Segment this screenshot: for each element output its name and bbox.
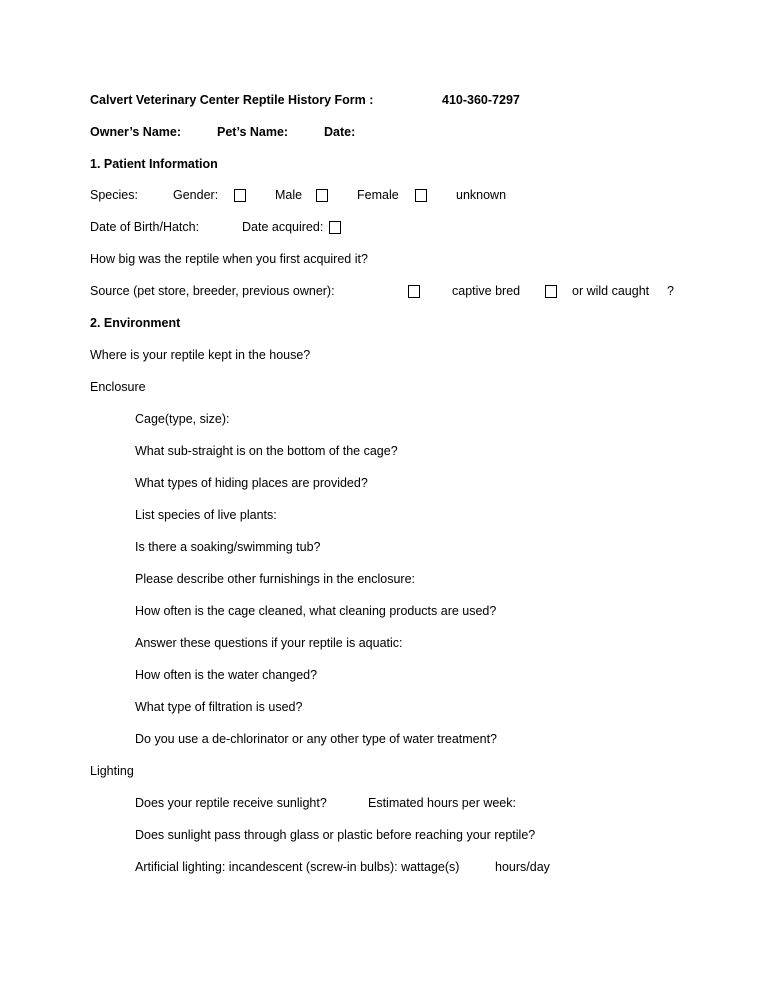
enclosure-question: Do you use a de-chlorinator or any other type of water treatment?: [135, 732, 497, 746]
date-label: Date:: [324, 125, 356, 139]
gender-unknown-label: unknown: [456, 188, 507, 202]
size-question: How big was the reptile when you first acquired it?: [90, 252, 368, 266]
enclosure-question: Cage(type, size):: [135, 412, 230, 426]
section-patient-information-heading: 1. Patient Information: [90, 157, 218, 171]
artificial-lighting-question: Artificial lighting: incandescent (screw-in bulbs): wattage(s): [135, 860, 460, 874]
enclosure-question: How often is the cage cleaned, what cleaning products are used?: [135, 604, 497, 618]
enclosure-question: List species of live plants:: [135, 508, 277, 522]
enclosure-question: What type of filtration is used?: [135, 700, 303, 714]
section-environment-heading: 2. Environment: [90, 316, 181, 330]
enclosure-question: What types of hiding places are provided?: [135, 476, 368, 490]
captive-bred-checkbox[interactable]: [408, 285, 420, 298]
enclosure-question: How often is the water changed?: [135, 668, 318, 682]
captive-bred-label: captive bred: [452, 284, 521, 298]
hours-per-week-label: Estimated hours per week:: [368, 796, 516, 810]
pet-name-label: Pet’s Name:: [217, 125, 289, 139]
hours-per-day-label: hours/day: [495, 860, 550, 874]
gender-label: Gender:: [173, 188, 219, 202]
date-of-birth-label: Date of Birth/Hatch:: [90, 220, 200, 234]
source-question-mark: ?: [667, 284, 674, 298]
wild-caught-checkbox[interactable]: [545, 285, 557, 298]
species-label: Species:: [90, 188, 138, 202]
clinic-phone: 410-360-7297: [442, 93, 520, 107]
gender-female-label: Female: [357, 188, 399, 202]
enclosure-question: Please describe other furnishings in the enclosure:: [135, 572, 416, 586]
glass-question: Does sunlight pass through glass or plastic before reaching your reptile?: [135, 828, 536, 842]
enclosure-label: Enclosure: [90, 380, 146, 394]
gender-male-checkbox[interactable]: [234, 189, 246, 202]
owner-name-label: Owner’s Name:: [90, 125, 182, 139]
gender-unknown-checkbox[interactable]: [415, 189, 427, 202]
wild-caught-label: or wild caught: [572, 284, 650, 298]
where-kept-question: Where is your reptile kept in the house?: [90, 348, 311, 362]
form-title: Calvert Veterinary Center Reptile History Form :: [90, 93, 374, 107]
enclosure-question: Is there a soaking/swimming tub?: [135, 540, 321, 554]
gender-female-checkbox[interactable]: [316, 189, 328, 202]
sunlight-question: Does your reptile receive sunlight?: [135, 796, 327, 810]
date-acquired-label: Date acquired:: [242, 220, 324, 234]
source-label: Source (pet store, breeder, previous owner):: [90, 284, 335, 298]
enclosure-question: What sub-straight is on the bottom of the cage?: [135, 444, 398, 458]
gender-male-label: Male: [275, 188, 303, 202]
enclosure-question: Answer these questions if your reptile is aquatic:: [135, 636, 403, 650]
date-acquired-checkbox[interactable]: [329, 221, 341, 234]
lighting-label: Lighting: [90, 764, 134, 778]
